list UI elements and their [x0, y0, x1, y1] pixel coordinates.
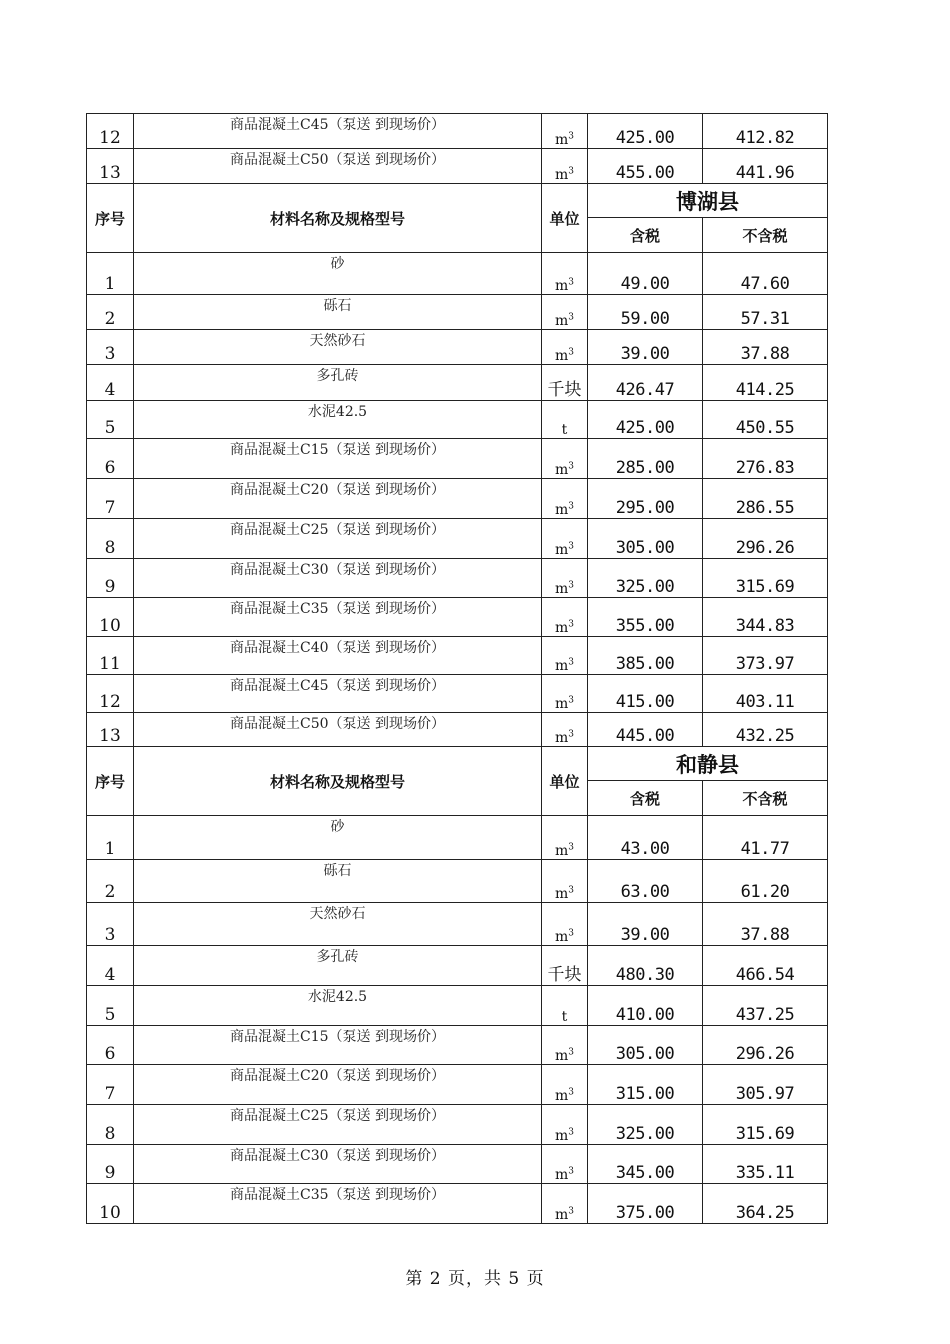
unit-superscript: 3 [568, 1087, 574, 1098]
price-tax-included: 355.00 [588, 598, 703, 637]
row-number: 11 [87, 637, 134, 675]
header-serial-no: 序号 [87, 184, 134, 253]
table-row [87, 637, 828, 675]
price-tax-included: 59.00 [588, 295, 703, 330]
table-row [87, 365, 828, 401]
price-tax-excluded: 414.25 [703, 365, 828, 401]
unit-cell [542, 1065, 588, 1105]
price-table-body [87, 114, 828, 1224]
row-number: 7 [87, 479, 134, 519]
price-tax-excluded: 466.54 [703, 946, 828, 986]
material-name: 多孔砖 [134, 946, 542, 986]
price-tax-excluded: 412.82 [703, 114, 828, 149]
unit-cell [542, 295, 588, 330]
price-tax-included: 345.00 [588, 1145, 703, 1184]
unit-text: m [554, 502, 569, 518]
material-name: 商品混凝土C20（泵送 到现场价） [134, 1065, 542, 1105]
unit-cell [542, 253, 588, 295]
row-number: 10 [87, 1184, 134, 1224]
price-tax-excluded: 441.96 [703, 149, 828, 184]
unit-cell: t [542, 401, 588, 439]
unit-superscript: 3 [568, 1047, 574, 1058]
header-tax-excluded: 不含税 [703, 218, 828, 253]
unit-superscript: 3 [568, 541, 574, 552]
row-number: 4 [87, 365, 134, 401]
material-name: 砂 [134, 253, 542, 295]
table-row [87, 860, 828, 903]
table-row [87, 816, 828, 860]
price-tax-excluded: 296.26 [703, 519, 828, 559]
material-name: 商品混凝土C40（泵送 到现场价） [134, 637, 542, 675]
price-tax-excluded: 437.25 [703, 986, 828, 1026]
unit-cell [542, 903, 588, 946]
price-tax-excluded: 364.25 [703, 1184, 828, 1224]
price-tax-excluded: 47.60 [703, 253, 828, 295]
table-row [87, 401, 828, 439]
unit-cell: 千块 [542, 946, 588, 986]
row-number: 6 [87, 1026, 134, 1065]
unit-superscript: 3 [568, 1206, 574, 1217]
unit-cell [542, 860, 588, 903]
price-tax-included: 455.00 [588, 149, 703, 184]
price-tax-included: 426.47 [588, 365, 703, 401]
unit-superscript: 3 [568, 729, 574, 740]
row-number: 5 [87, 401, 134, 439]
row-number: 4 [87, 946, 134, 986]
table-row [87, 1184, 828, 1224]
unit-text: m [554, 1048, 569, 1064]
price-tax-included: 410.00 [588, 986, 703, 1026]
header-serial-no: 序号 [87, 747, 134, 816]
table-row [87, 598, 828, 637]
unit-text: m [554, 843, 569, 859]
unit-superscript: 3 [568, 312, 574, 323]
unit-text: m [554, 1128, 569, 1144]
unit-cell [542, 1026, 588, 1065]
unit-superscript: 3 [568, 657, 574, 668]
price-tax-excluded: 276.83 [703, 439, 828, 479]
row-number: 6 [87, 439, 134, 479]
unit-text: m [554, 278, 569, 294]
table-row [87, 330, 828, 365]
price-tax-excluded: 403.11 [703, 675, 828, 713]
row-number: 10 [87, 598, 134, 637]
price-tax-included: 425.00 [588, 401, 703, 439]
table-row [87, 1105, 828, 1145]
header-tax-included: 含税 [588, 781, 703, 816]
price-table [86, 113, 828, 1224]
unit-superscript: 3 [568, 928, 574, 939]
row-number: 3 [87, 903, 134, 946]
unit-text: m [554, 886, 569, 902]
header-material-name: 材料名称及规格型号 [134, 747, 542, 816]
price-tax-included: 375.00 [588, 1184, 703, 1224]
unit-text: m [554, 1207, 569, 1223]
material-name: 商品混凝土C35（泵送 到现场价） [134, 1184, 542, 1224]
material-name: 商品混凝土C15（泵送 到现场价） [134, 439, 542, 479]
price-tax-included: 49.00 [588, 253, 703, 295]
unit-cell [542, 816, 588, 860]
price-tax-included: 285.00 [588, 439, 703, 479]
price-tax-excluded: 305.97 [703, 1065, 828, 1105]
unit-cell: 千块 [542, 365, 588, 401]
unit-cell: t [542, 986, 588, 1026]
table-row [87, 903, 828, 946]
row-number: 12 [87, 114, 134, 149]
price-tax-excluded: 57.31 [703, 295, 828, 330]
price-tax-included: 43.00 [588, 816, 703, 860]
region-title: 博湖县 [588, 184, 828, 218]
header-tax-excluded: 不含税 [703, 781, 828, 816]
price-tax-included: 325.00 [588, 1105, 703, 1145]
row-number: 3 [87, 330, 134, 365]
unit-text: m [554, 730, 569, 746]
material-name: 砾石 [134, 860, 542, 903]
table-row [87, 114, 828, 149]
header-unit: 单位 [542, 184, 588, 253]
material-name: 多孔砖 [134, 365, 542, 401]
material-name: 商品混凝土C20（泵送 到现场价） [134, 479, 542, 519]
unit-text: m [554, 1167, 569, 1183]
row-number: 9 [87, 559, 134, 598]
material-name: 商品混凝土C30（泵送 到现场价） [134, 1145, 542, 1184]
unit-text: m [554, 658, 569, 674]
row-number: 8 [87, 1105, 134, 1145]
price-tax-excluded: 41.77 [703, 816, 828, 860]
table-row [87, 986, 828, 1026]
unit-text: m [554, 620, 569, 636]
material-name: 天然砂石 [134, 903, 542, 946]
material-name: 商品混凝土C30（泵送 到现场价） [134, 559, 542, 598]
price-tax-included: 63.00 [588, 860, 703, 903]
unit-cell [542, 637, 588, 675]
price-tax-included: 445.00 [588, 713, 703, 747]
table-row [87, 253, 828, 295]
price-tax-included: 39.00 [588, 330, 703, 365]
header-unit: 单位 [542, 747, 588, 816]
table-row [87, 1065, 828, 1105]
unit-cell [542, 330, 588, 365]
price-tax-included: 315.00 [588, 1065, 703, 1105]
unit-cell [542, 675, 588, 713]
unit-superscript: 3 [568, 1166, 574, 1177]
unit-cell [542, 1184, 588, 1224]
header-material-name: 材料名称及规格型号 [134, 184, 542, 253]
price-tax-included: 425.00 [588, 114, 703, 149]
unit-superscript: 3 [568, 347, 574, 358]
page-number: 第 2 页，共 5 页 [405, 1269, 545, 1289]
unit-cell [542, 1145, 588, 1184]
price-tax-included: 415.00 [588, 675, 703, 713]
unit-superscript: 3 [568, 166, 574, 177]
table-row [87, 713, 828, 747]
unit-cell [542, 479, 588, 519]
price-tax-included: 305.00 [588, 519, 703, 559]
price-tax-excluded: 37.88 [703, 330, 828, 365]
price-tax-excluded: 37.88 [703, 903, 828, 946]
price-tax-excluded: 344.83 [703, 598, 828, 637]
unit-text: m [554, 581, 569, 597]
table-row [87, 439, 828, 479]
section-header-row [87, 747, 828, 781]
unit-text: m [554, 313, 569, 329]
price-tax-included: 385.00 [588, 637, 703, 675]
price-tax-included: 305.00 [588, 1026, 703, 1065]
unit-superscript: 3 [568, 501, 574, 512]
unit-text: m [554, 929, 569, 945]
region-title: 和静县 [588, 747, 828, 781]
unit-cell [542, 149, 588, 184]
unit-text: m [554, 542, 569, 558]
price-tax-excluded: 450.55 [703, 401, 828, 439]
price-tax-included: 39.00 [588, 903, 703, 946]
row-number: 8 [87, 519, 134, 559]
price-tax-included: 325.00 [588, 559, 703, 598]
unit-text: m [554, 132, 569, 148]
material-name: 商品混凝土C50（泵送 到现场价） [134, 149, 542, 184]
table-row [87, 149, 828, 184]
unit-superscript: 3 [568, 842, 574, 853]
material-name: 商品混凝土C50（泵送 到现场价） [134, 713, 542, 747]
unit-text: m [554, 696, 569, 712]
material-name: 商品混凝土C25（泵送 到现场价） [134, 519, 542, 559]
row-number: 7 [87, 1065, 134, 1105]
material-name: 商品混凝土C15（泵送 到现场价） [134, 1026, 542, 1065]
table-row [87, 479, 828, 519]
unit-superscript: 3 [568, 1127, 574, 1138]
price-tax-excluded: 335.11 [703, 1145, 828, 1184]
price-tax-excluded: 286.55 [703, 479, 828, 519]
material-name: 商品混凝土C25（泵送 到现场价） [134, 1105, 542, 1145]
unit-cell [542, 114, 588, 149]
table-row [87, 519, 828, 559]
price-tax-excluded: 432.25 [703, 713, 828, 747]
material-name: 水泥42.5 [134, 401, 542, 439]
unit-text: m [554, 462, 569, 478]
material-name: 砾石 [134, 295, 542, 330]
unit-superscript: 3 [568, 695, 574, 706]
material-name: 商品混凝土C45（泵送 到现场价） [134, 675, 542, 713]
price-tax-excluded: 61.20 [703, 860, 828, 903]
unit-cell [542, 1105, 588, 1145]
row-number: 5 [87, 986, 134, 1026]
header-tax-included: 含税 [588, 218, 703, 253]
material-name: 商品混凝土C45（泵送 到现场价） [134, 114, 542, 149]
unit-superscript: 3 [568, 131, 574, 142]
table-row [87, 1026, 828, 1065]
row-number: 13 [87, 713, 134, 747]
unit-text: m [554, 167, 569, 183]
material-name: 水泥42.5 [134, 986, 542, 1026]
material-name: 天然砂石 [134, 330, 542, 365]
section-header-row [87, 184, 828, 218]
unit-cell [542, 519, 588, 559]
price-tax-included: 295.00 [588, 479, 703, 519]
unit-superscript: 3 [568, 580, 574, 591]
price-tax-excluded: 296.26 [703, 1026, 828, 1065]
row-number: 1 [87, 253, 134, 295]
table-row [87, 946, 828, 986]
unit-cell [542, 559, 588, 598]
material-name: 砂 [134, 816, 542, 860]
table-row [87, 675, 828, 713]
unit-superscript: 3 [568, 885, 574, 896]
price-tax-excluded: 315.69 [703, 559, 828, 598]
unit-text: m [554, 348, 569, 364]
unit-cell [542, 598, 588, 637]
material-name: 商品混凝土C35（泵送 到现场价） [134, 598, 542, 637]
price-tax-excluded: 373.97 [703, 637, 828, 675]
unit-text: m [554, 1088, 569, 1104]
unit-cell [542, 713, 588, 747]
unit-superscript: 3 [568, 461, 574, 472]
row-number: 9 [87, 1145, 134, 1184]
row-number: 2 [87, 860, 134, 903]
unit-cell [542, 439, 588, 479]
row-number: 13 [87, 149, 134, 184]
unit-superscript: 3 [568, 277, 574, 288]
table-row [87, 295, 828, 330]
row-number: 12 [87, 675, 134, 713]
price-tax-excluded: 315.69 [703, 1105, 828, 1145]
table-row [87, 1145, 828, 1184]
row-number: 2 [87, 295, 134, 330]
price-tax-included: 480.30 [588, 946, 703, 986]
table-row [87, 559, 828, 598]
row-number: 1 [87, 816, 134, 860]
unit-superscript: 3 [568, 619, 574, 630]
